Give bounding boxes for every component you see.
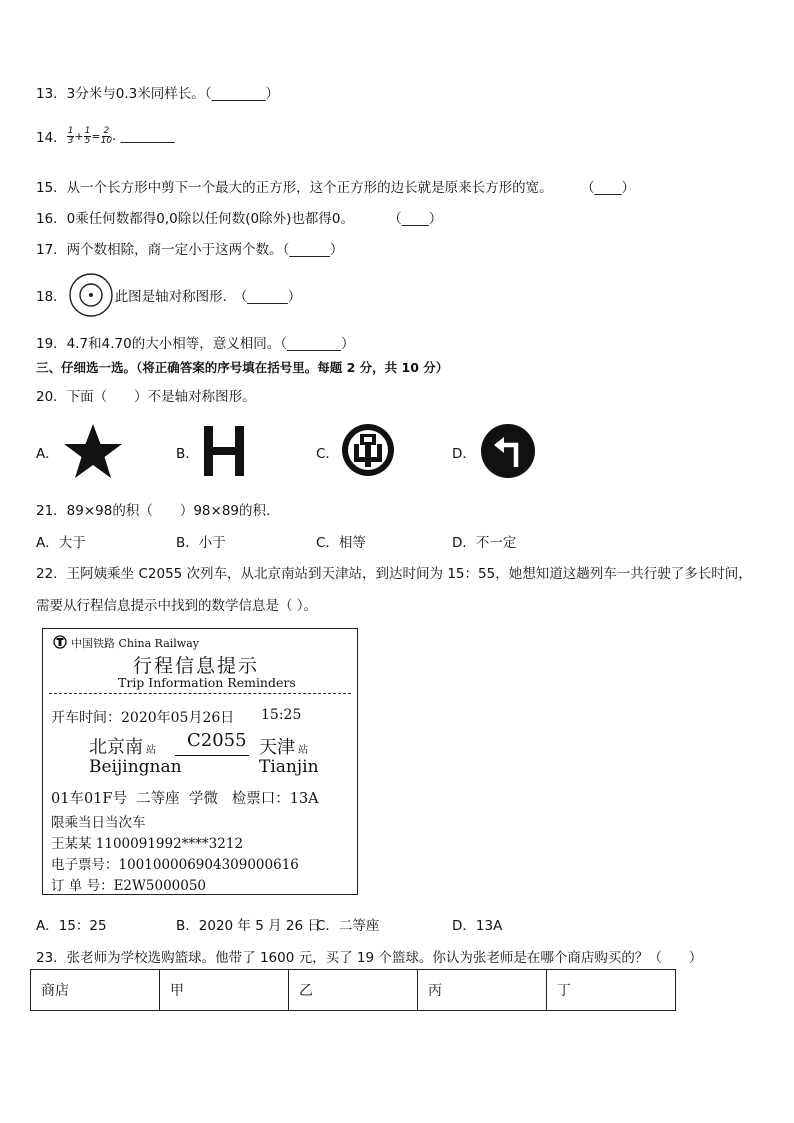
question-22-line-1 xyxy=(36,562,752,582)
ticket-brand: 中国铁路 China Railway xyxy=(71,637,199,650)
ticket-station-suffix: 站 xyxy=(298,745,308,756)
ticket-depart-label: 开车时间：2020年05月26日 xyxy=(51,710,235,726)
question-23 xyxy=(36,946,702,966)
question-14-number: 14． xyxy=(36,130,67,146)
question-18-number: 18． xyxy=(36,289,67,305)
table-header-cell: 乙 xyxy=(289,970,418,1011)
question-14 xyxy=(36,126,175,146)
option-c[interactable]: C．相等 xyxy=(316,535,366,551)
star-icon xyxy=(62,422,124,480)
option-a[interactable]: A．15：25 xyxy=(36,918,107,934)
table-header-cell: 甲 xyxy=(160,970,289,1011)
question-22-text-2: 需要从行程信息提示中找到的数学信息是（ ）。 xyxy=(36,598,318,614)
ticket-to-cn: 天津 xyxy=(259,737,295,758)
ticket-title-en: Trip Information Reminders xyxy=(118,675,296,690)
fraction-denominator: 3 xyxy=(67,135,74,146)
ticket-from-en: Beijingnan xyxy=(89,757,182,777)
option-c-label[interactable]: C． xyxy=(316,446,339,462)
table-header-cell: 丁 xyxy=(547,970,676,1011)
shop-table xyxy=(30,969,676,1011)
table-header-cell: 商店 xyxy=(31,970,160,1011)
option-a-label[interactable]: A． xyxy=(36,446,59,462)
answer-paren[interactable]: （____） xyxy=(580,180,635,196)
question-22-text-1: 22．王阿姨乘坐 C2055 次列车，从北京南站到天津站，到达时间为 15：55，她想知道这趟列车一共行驶了多长时间， xyxy=(36,566,752,582)
ticket-divider xyxy=(49,693,351,694)
question-22-line-2 xyxy=(36,594,317,614)
table-header-cell: 丙 xyxy=(418,970,547,1011)
question-21-text: 21．89×98的积（ ）98×89的积. xyxy=(36,503,271,519)
trip-ticket xyxy=(42,628,358,895)
option-a[interactable]: A．大于 xyxy=(36,535,86,551)
question-19 xyxy=(36,332,354,352)
equals-sign: = xyxy=(91,129,101,143)
ticket-title-cn: 行程信息提示 xyxy=(133,655,260,677)
ticket-seat-line: 01车01F号 二等座 学微 检票口：13A xyxy=(51,791,319,807)
question-15 xyxy=(36,176,635,196)
ticket-to-station xyxy=(259,733,308,759)
bank-logo-icon xyxy=(340,422,396,478)
option-d-label[interactable]: D． xyxy=(452,446,476,462)
question-14-tail: . ________ xyxy=(112,128,175,144)
option-c[interactable]: C．二等座 xyxy=(316,918,380,934)
ticket-from-cn: 北京南 xyxy=(89,737,143,758)
question-16 xyxy=(36,207,442,227)
option-b[interactable]: B．小于 xyxy=(176,535,226,551)
question-20 xyxy=(36,385,256,405)
section-3-heading xyxy=(36,358,448,376)
concentric-circles-icon xyxy=(67,272,115,318)
option-b-label[interactable]: B． xyxy=(176,446,199,462)
option-d[interactable]: D．13A xyxy=(452,918,503,934)
question-21 xyxy=(36,499,270,519)
question-15-text: 15．从一个长方形中剪下一个最大的正方形，这个正方形的边长就是原来长方形的宽。 xyxy=(36,180,553,196)
fraction-one-fifth xyxy=(84,127,92,146)
china-railway-logo-icon xyxy=(53,635,67,649)
plus-sign: + xyxy=(74,129,84,143)
ticket-station-suffix: 站 xyxy=(146,745,156,756)
question-16-text: 16．0乘任何数都得0,0除以任何数(0除外)也都得0。 xyxy=(36,211,354,227)
ticket-eticket-number: 电子票号：10010000690430900061​6 xyxy=(51,857,299,873)
turn-left-arrow-icon xyxy=(480,423,536,479)
question-17-text: 17．两个数相除，商一定小于这两个数。（______） xyxy=(36,242,344,258)
option-d[interactable]: D．不一定 xyxy=(452,535,517,551)
question-13 xyxy=(36,82,279,102)
fraction-numerator: 1 xyxy=(67,125,74,136)
fraction-one-third xyxy=(67,127,75,146)
fraction-denominator: 5 xyxy=(84,135,91,146)
question-17 xyxy=(36,238,343,258)
answer-paren[interactable]: （____） xyxy=(388,211,443,227)
question-18-text: 此图是轴对称图形. （______） xyxy=(114,289,302,305)
ticket-depart-time: 15:25 xyxy=(261,707,302,723)
question-20-text: 20．下面（ ）不是轴对称图形。 xyxy=(36,389,256,405)
ticket-train-underline xyxy=(175,755,249,756)
ticket-to-en: Tianjin xyxy=(259,757,319,777)
ticket-from-station xyxy=(89,733,156,759)
ticket-limit: 限乘当日当次车 xyxy=(51,815,146,831)
question-19-text: 19．4.7和4.70的大小相等，意义相同。（________） xyxy=(36,336,355,352)
fraction-numerator: 2 xyxy=(103,125,110,136)
fraction-denominator: 10 xyxy=(100,135,113,146)
question-13-text: 13．3分米与0.3米同样长。（________） xyxy=(36,86,279,102)
ticket-passenger: 王某某 1100091992****3212 xyxy=(51,836,244,852)
fraction-numerator: 1 xyxy=(84,125,91,136)
table-row xyxy=(31,970,676,1011)
section-3-text: 三、仔细选一选。（将正确答案的序号填在括号里。每题 2 分，共 10 分） xyxy=(36,360,449,375)
option-b[interactable]: B．2020 年 5 月 26 日 xyxy=(176,918,321,934)
ticket-order-number: 订 单 号：E2W5000050 xyxy=(51,878,207,894)
fraction-two-tenths xyxy=(101,127,112,146)
ticket-train-number: C2055 xyxy=(187,730,247,751)
question-18 xyxy=(36,272,301,318)
question-23-text: 23．张老师为学校选购篮球。他带了 1600 元，买了 19 个篮球。你认为张老师是在哪个商店购买的？（ ） xyxy=(36,950,703,966)
letter-h-icon xyxy=(202,425,246,477)
